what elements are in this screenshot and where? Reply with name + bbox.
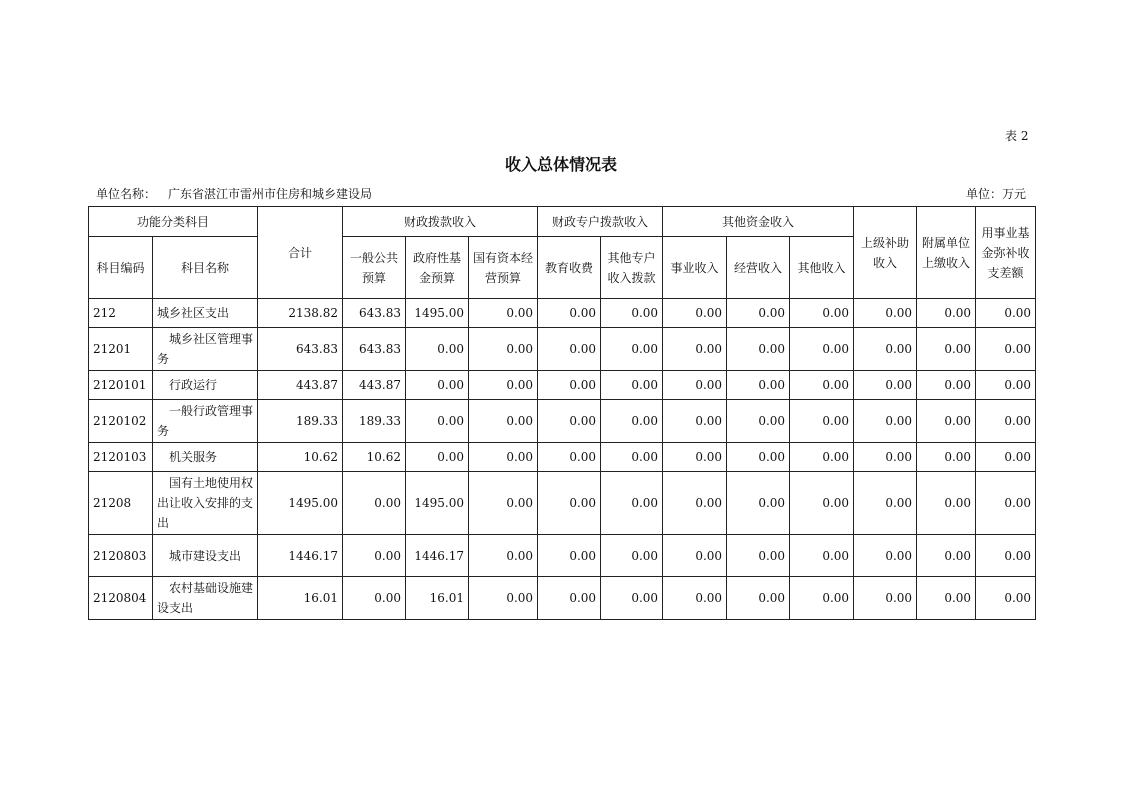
row-value: 0.00 xyxy=(976,535,1036,577)
row-code: 2120804 xyxy=(89,577,153,620)
row-value: 0.00 xyxy=(790,371,854,400)
row-value: 0.00 xyxy=(538,400,601,443)
row-value: 0.00 xyxy=(976,328,1036,371)
row-value: 0.00 xyxy=(917,443,976,472)
row-name: 农村基础设施建设支出 xyxy=(153,577,258,620)
row-value: 0.00 xyxy=(663,443,727,472)
header-other-income: 其他收入 xyxy=(790,237,854,299)
row-value: 0.00 xyxy=(406,400,469,443)
row-value: 0.00 xyxy=(727,371,790,400)
row-value: 2138.82 xyxy=(258,299,343,328)
row-value: 0.00 xyxy=(854,443,917,472)
row-value: 0.00 xyxy=(854,472,917,535)
table-row xyxy=(89,328,1036,371)
row-value: 0.00 xyxy=(469,535,538,577)
row-value: 1446.17 xyxy=(406,535,469,577)
row-value: 0.00 xyxy=(469,472,538,535)
table-row xyxy=(89,577,1036,620)
row-value: 0.00 xyxy=(727,577,790,620)
row-value: 0.00 xyxy=(976,472,1036,535)
row-value: 0.00 xyxy=(538,328,601,371)
row-name: 城乡社区管理事务 xyxy=(153,328,258,371)
row-value: 0.00 xyxy=(917,535,976,577)
row-value: 0.00 xyxy=(663,371,727,400)
row-value: 0.00 xyxy=(727,443,790,472)
row-name: 国有土地使用权出让收入安排的支出 xyxy=(153,472,258,535)
row-value: 0.00 xyxy=(917,400,976,443)
row-value: 0.00 xyxy=(601,400,663,443)
row-value: 0.00 xyxy=(538,535,601,577)
row-value: 0.00 xyxy=(538,371,601,400)
row-value: 0.00 xyxy=(854,577,917,620)
row-value: 0.00 xyxy=(663,328,727,371)
row-value: 0.00 xyxy=(538,472,601,535)
row-value: 0.00 xyxy=(976,299,1036,328)
header-business-fund: 用事业基金弥补收支差额 xyxy=(976,207,1036,299)
header-fiscal-special: 财政专户拨款收入 xyxy=(538,207,663,237)
row-value: 643.83 xyxy=(343,299,406,328)
row-value: 0.00 xyxy=(976,443,1036,472)
row-value: 10.62 xyxy=(343,443,406,472)
row-value: 0.00 xyxy=(469,577,538,620)
row-value: 1495.00 xyxy=(258,472,343,535)
row-value: 1495.00 xyxy=(406,472,469,535)
row-value: 0.00 xyxy=(601,299,663,328)
row-value: 0.00 xyxy=(917,577,976,620)
row-value: 0.00 xyxy=(469,443,538,472)
header-code: 科目编码 xyxy=(89,237,153,299)
row-value: 0.00 xyxy=(406,371,469,400)
unit-label: 单位：万元 xyxy=(966,187,1027,201)
table-row xyxy=(89,535,1036,577)
header-operating-income: 经营收入 xyxy=(727,237,790,299)
row-value: 0.00 xyxy=(790,443,854,472)
row-value: 0.00 xyxy=(663,472,727,535)
row-code: 21201 xyxy=(89,328,153,371)
row-value: 0.00 xyxy=(854,400,917,443)
row-value: 0.00 xyxy=(469,400,538,443)
row-value: 1446.17 xyxy=(258,535,343,577)
unit-name-label: 单位名称： xyxy=(96,187,157,201)
row-value: 0.00 xyxy=(601,371,663,400)
row-value: 0.00 xyxy=(790,400,854,443)
header-superior-subsidy: 上级补助收入 xyxy=(854,207,917,299)
row-value: 0.00 xyxy=(601,577,663,620)
row-value: 443.87 xyxy=(343,371,406,400)
row-value: 0.00 xyxy=(469,328,538,371)
row-value: 16.01 xyxy=(258,577,343,620)
table-row xyxy=(89,299,1036,328)
row-value: 0.00 xyxy=(406,328,469,371)
row-value: 0.00 xyxy=(469,371,538,400)
row-value: 0.00 xyxy=(663,299,727,328)
row-value: 189.33 xyxy=(343,400,406,443)
row-value: 0.00 xyxy=(469,299,538,328)
row-value: 0.00 xyxy=(917,472,976,535)
row-value: 0.00 xyxy=(663,535,727,577)
row-value: 0.00 xyxy=(917,328,976,371)
row-value: 0.00 xyxy=(790,472,854,535)
row-name: 一般行政管理事务 xyxy=(153,400,258,443)
row-value: 0.00 xyxy=(538,299,601,328)
row-value: 0.00 xyxy=(976,371,1036,400)
header-affiliated-turnover: 附属单位上缴收入 xyxy=(917,207,976,299)
row-value: 0.00 xyxy=(976,577,1036,620)
table-row xyxy=(89,443,1036,472)
unit-name-value: 广东省湛江市雷州市住房和城乡建设局 xyxy=(168,187,373,201)
header-other-funds: 其他资金收入 xyxy=(663,207,854,237)
row-code: 21208 xyxy=(89,472,153,535)
row-value: 0.00 xyxy=(917,299,976,328)
page-title: 收入总体情况表 xyxy=(504,155,617,174)
row-code: 2120103 xyxy=(89,443,153,472)
row-value: 0.00 xyxy=(601,443,663,472)
row-value: 0.00 xyxy=(406,443,469,472)
table-row xyxy=(89,371,1036,400)
header-row-1 xyxy=(89,207,1036,237)
income-summary-table xyxy=(88,206,1036,620)
row-code: 2120102 xyxy=(89,400,153,443)
row-value: 0.00 xyxy=(343,535,406,577)
row-value: 0.00 xyxy=(917,371,976,400)
row-value: 0.00 xyxy=(790,328,854,371)
header-fiscal-allocation: 财政拨款收入 xyxy=(343,207,538,237)
row-value: 189.33 xyxy=(258,400,343,443)
row-value: 0.00 xyxy=(790,299,854,328)
row-value: 0.00 xyxy=(343,472,406,535)
header-education-fee: 教育收费 xyxy=(538,237,601,299)
row-value: 0.00 xyxy=(601,535,663,577)
row-value: 0.00 xyxy=(790,577,854,620)
row-value: 443.87 xyxy=(258,371,343,400)
row-value: 0.00 xyxy=(663,400,727,443)
table-row xyxy=(89,472,1036,535)
header-business-income: 事业收入 xyxy=(663,237,727,299)
row-value: 0.00 xyxy=(854,328,917,371)
row-code: 2120803 xyxy=(89,535,153,577)
row-value: 0.00 xyxy=(727,328,790,371)
row-value: 643.83 xyxy=(258,328,343,371)
row-value: 0.00 xyxy=(727,472,790,535)
header-gov-fund-budget: 政府性基金预算 xyxy=(406,237,469,299)
row-value: 0.00 xyxy=(854,299,917,328)
row-value: 0.00 xyxy=(538,577,601,620)
header-state-capital-budget: 国有资本经营预算 xyxy=(469,237,538,299)
row-value: 0.00 xyxy=(727,299,790,328)
row-name: 城市建设支出 xyxy=(153,535,258,577)
row-name: 行政运行 xyxy=(153,371,258,400)
row-value: 0.00 xyxy=(854,535,917,577)
table-number: 表 2 xyxy=(1005,129,1029,143)
table-row xyxy=(89,400,1036,443)
row-value: 0.00 xyxy=(601,328,663,371)
header-other-special: 其他专户收入拨款 xyxy=(601,237,663,299)
row-value: 0.00 xyxy=(854,371,917,400)
row-name: 城乡社区支出 xyxy=(153,299,258,328)
row-value: 0.00 xyxy=(976,400,1036,443)
row-value: 0.00 xyxy=(790,535,854,577)
row-value: 16.01 xyxy=(406,577,469,620)
row-value: 643.83 xyxy=(343,328,406,371)
row-value: 10.62 xyxy=(258,443,343,472)
unit-name-row xyxy=(96,185,372,202)
row-name: 机关服务 xyxy=(153,443,258,472)
header-total: 合计 xyxy=(258,207,343,299)
row-code: 2120101 xyxy=(89,371,153,400)
row-value: 0.00 xyxy=(663,577,727,620)
row-value: 0.00 xyxy=(601,472,663,535)
row-value: 0.00 xyxy=(538,443,601,472)
row-value: 0.00 xyxy=(343,577,406,620)
row-value: 0.00 xyxy=(727,535,790,577)
row-value: 1495.00 xyxy=(406,299,469,328)
row-code: 212 xyxy=(89,299,153,328)
header-name: 科目名称 xyxy=(153,237,258,299)
header-function-category: 功能分类科目 xyxy=(89,207,258,237)
row-value: 0.00 xyxy=(727,400,790,443)
header-general-budget: 一般公共预算 xyxy=(343,237,406,299)
